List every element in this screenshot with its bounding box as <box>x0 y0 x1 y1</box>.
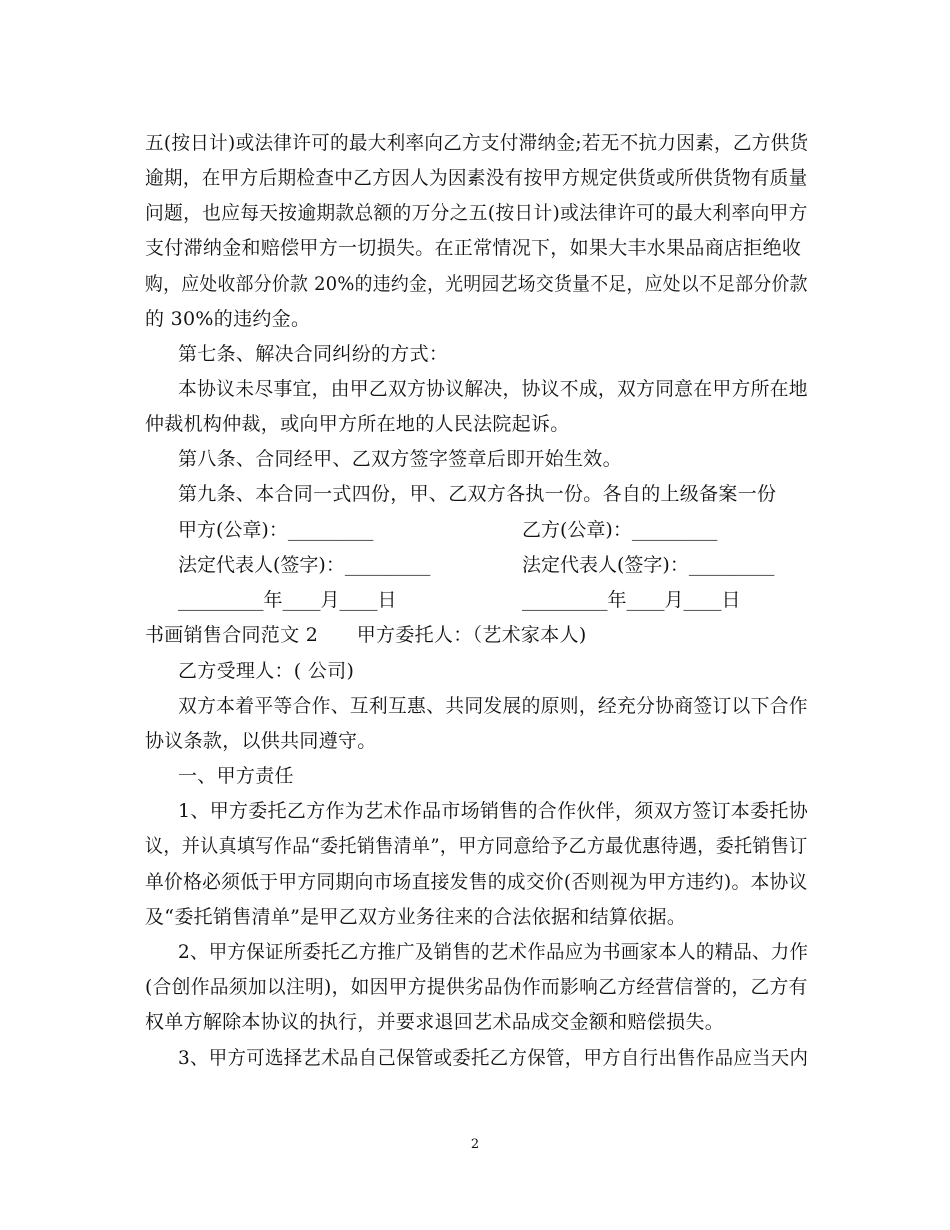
paragraph-line: 仲裁机构仲裁，或向甲方所在地的人民法院起诉。 <box>145 413 570 435</box>
paragraph-line: 支付滞纳金和赔偿甲方一切损失。在正常情况下，如果大丰水果品商店拒绝收 <box>145 237 802 259</box>
section-heading: 一、甲方责任 <box>178 765 294 787</box>
party-b-receiver: 乙方受理人：( 公司) <box>178 660 355 682</box>
paragraph-line: 及“委托销售清单”是甲乙双方业务往来的合法依据和结算依据。 <box>145 906 687 928</box>
article-7-title: 第七条、解决合同纠纷的方式： <box>178 343 449 365</box>
paragraph-line: 本协议未尽事宜，由甲乙双方协议解决，协议不成，双方同意在甲方所在地 <box>178 378 808 400</box>
party-b-seal: 乙方(公章)：_________ <box>522 519 718 541</box>
page-number: 2 <box>470 1137 480 1152</box>
paragraph-line: 问题，也应每天按逾期款总额的万分之五(按日计)或法律许可的最大利率向甲方 <box>145 202 808 224</box>
party-a-seal: 甲方(公章)：_________ <box>178 519 374 541</box>
paragraph-line: 逾期，在甲方后期检查中乙方因人为因素没有按甲方规定供货或所供货物有质量 <box>145 167 808 189</box>
party-a-representative: 法定代表人(签字)：_________ <box>178 554 431 576</box>
party-b-representative: 法定代表人(签字)：_________ <box>522 554 775 576</box>
paragraph-line: 五(按日计)或法律许可的最大利率向乙方支付滞纳金;若无不抗力因素，乙方供货 <box>145 132 809 154</box>
party-a-date: _________年____月____日 <box>178 589 397 611</box>
paragraph-line: 2、甲方保证所委托乙方推广及销售的艺术作品应为书画家本人的精品、力作 <box>178 941 809 963</box>
paragraph-line: (合创作品须加以注明)，如因甲方提供劣品伪作而影响乙方经营信誉的，乙方有 <box>145 976 808 998</box>
paragraph-line: 1、甲方委托乙方作为艺术作品市场销售的合作伙伴，须双方签订本委托协 <box>178 800 808 822</box>
article-9: 第九条、本合同一式四份，甲、乙双方各执一份。各自的上级备案一份 <box>178 483 777 505</box>
paragraph-line: 的 30%的违约金。 <box>145 308 311 330</box>
paragraph-line: 双方本着平等合作、互利互惠、共同发展的原则，经充分协商签订以下合作 <box>178 695 808 717</box>
paragraph-line: 购，应处收部分价款 20%的违约金，光明园艺场交货量不足，应处以不足部分价款 <box>145 273 808 295</box>
paragraph-line: 协议条款，以供共同遵守。 <box>145 730 377 752</box>
contract-2-heading: 书画销售合同范文 2 甲方委托人：（艺术家本人) <box>145 624 587 646</box>
paragraph-line: 议，并认真填写作品“委托销售清单”，甲方同意给予乙方最优惠待遇，委托销售订 <box>145 835 808 857</box>
paragraph-line: 权单方解除本协议的执行，并要求退回艺术品成交金额和赔偿损失。 <box>145 1011 725 1033</box>
article-8: 第八条、合同经甲、乙双方签字签章后即开始生效。 <box>178 448 622 470</box>
party-b-date: _________年____月____日 <box>522 589 741 611</box>
paragraph-line: 3、甲方可选择艺术品自己保管或委托乙方保管，甲方自行出售作品应当天内 <box>178 1047 809 1069</box>
paragraph-line: 单价格必须低于甲方同期向市场直接发售的成交价(否则视为甲方违约)。本协议 <box>145 871 808 893</box>
